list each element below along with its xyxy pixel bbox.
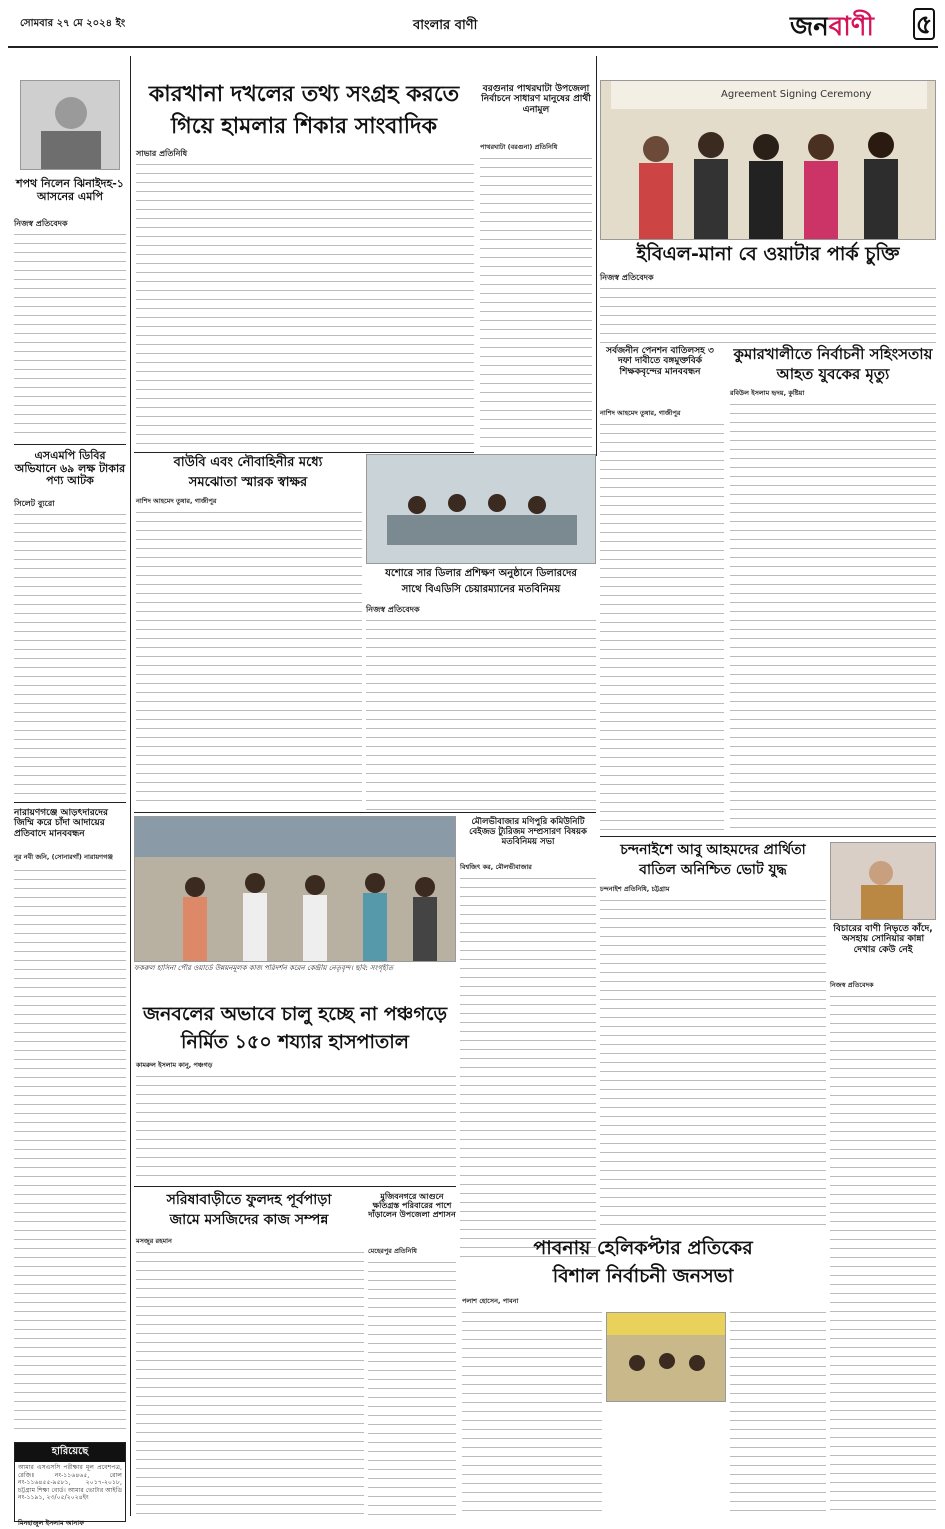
jessore-meeting-photo <box>366 454 596 564</box>
divider <box>134 452 474 453</box>
lost-signature: মিনহাজুল ইসলাম আনাফ <box>18 1519 84 1527</box>
bauvi-byline: নাশিদ আহমেদ তুষার, গাজীপুর <box>136 497 217 505</box>
drive-headline: এসএমপি ডিবির অভিযানে ৬৯ লক্ষ টাকার পণ্য আটক <box>14 449 126 488</box>
bauvi-headline-1: বাউবি এবং নৌবাহিনীর মধ্যে <box>173 455 323 470</box>
journalist-byline: সাভার প্রতিনিধি <box>136 149 188 158</box>
kushtia-byline: রবিউল ইসলাম হৃদয়, কুষ্টিয়া <box>730 389 805 397</box>
moulvibazar-body <box>460 874 596 1260</box>
section-title: বাংলার বাণী <box>413 18 478 33</box>
mosque-body <box>136 1248 364 1516</box>
journalist-body <box>136 160 474 450</box>
divider <box>14 444 126 445</box>
sonia-byline: নিজস্ব প্রতিবেদক <box>830 981 874 989</box>
drive-body <box>14 510 126 800</box>
moulvibazar-headline: মৌলভীবাজার মণিপুরি কমিউনিটি বেইজড ট্যুরিজম সম্প্রসারণ বিষয়ক মতবিনিময় সভা <box>469 817 587 847</box>
newspaper-logo <box>790 6 874 46</box>
jessore-byline: নিজস্ব প্রতিবেদক <box>366 605 420 614</box>
sonia-body <box>830 992 936 1516</box>
pabna-byline: পলাশ হোসেন, পাবনা <box>462 1297 519 1305</box>
hospital-byline: কামরুল ইসলাম কানু, পঞ্চগড় <box>136 1061 213 1069</box>
chandanaish-headline-1: চন্দনাইশে আবু আহমদের প্রার্থিতা <box>620 842 806 858</box>
chandanaish-body <box>600 896 826 1232</box>
bauvi-headline-2: সমঝোতা স্মারক স্বাক্ষর <box>188 475 308 490</box>
bauvi-body <box>136 508 362 808</box>
pabna-body-right <box>730 1308 826 1516</box>
mujibnagar-body <box>368 1258 456 1516</box>
moulvibazar-byline: বিশ্বজিৎ কর, মৌলভীবাজার <box>460 863 532 871</box>
rally-photo <box>134 816 456 962</box>
barguna-body <box>480 154 592 450</box>
mujibnagar-headline: মুজিবনগরে আগুনে ক্ষতিগ্রস্ত পরিবারের পাশে দাঁড়ালেন উপজেলা প্রশাসন <box>368 1192 456 1220</box>
pension-byline: নাশিদ আহমেদ তুষার, গাজীপুর <box>600 409 681 417</box>
oath-body <box>14 230 126 440</box>
sonia-headline: বিচারের বাণী নিভৃতে কাঁদে, অসহায় সোনিয়ার কান্না দেখার কেউ নেই <box>833 924 933 955</box>
lost-headline: হারিয়েছে <box>15 1443 125 1462</box>
jessore-headline-2: সাথে বিএডিসি চেয়ারম্যানের মতবিনিময় <box>401 584 561 595</box>
drive-byline: সিলেট ব্যুরো <box>14 499 55 508</box>
journalist-headline-1: কারখানা দখলের তথ্য সংগ্রহ করতে <box>148 82 460 107</box>
narayanganj-byline: নূর নবী জনি, (সোনারগাঁ) নারায়ণগঞ্জ <box>14 853 113 861</box>
issue-date: সোমবার ২৭ মে ২০২৪ ইং <box>20 18 126 29</box>
pabna-headline-1: পাবনায় হেলিকপ্টার প্রতিকের <box>533 1237 753 1259</box>
narayanganj-headline: নারায়ণগঞ্জে আড়ৎদারদের জিম্মি করে চাঁদা আদায়ের প্রতিবাদে মানববন্ধন <box>14 808 108 839</box>
pabna-headline-2: বিশাল নির্বাচনী জনসভা <box>552 1265 734 1287</box>
mosque-byline: মসজুর রহমান <box>136 1237 172 1245</box>
page-number: ৫ <box>913 8 935 40</box>
kushtia-headline-2: আহত যুবকের মৃত্যু <box>776 365 890 383</box>
hospital-headline-1: জনবলের অভাবে চালু হচ্ছে না পঞ্চগড়ে <box>142 1003 448 1025</box>
pabna-body-left <box>462 1308 602 1516</box>
sonia-photo <box>830 842 936 920</box>
masthead-rule <box>8 46 938 48</box>
jessore-body <box>366 616 596 810</box>
logo-text-bani: বাণী <box>828 12 874 42</box>
ebl-signing-photo <box>600 80 936 240</box>
divider <box>134 812 596 813</box>
chandanaish-byline: চন্দনাইশ প্রতিনিধি, চট্টগ্রাম <box>600 885 670 893</box>
hospital-headline-2: নির্মিত ১৫০ শয্যার হাসপাতাল <box>181 1031 409 1053</box>
column-rule <box>596 56 597 456</box>
mujibnagar-byline: মেহেরপুর প্রতিনিধি <box>368 1247 417 1255</box>
jessore-headline-1: যশোরে সার ডিলার প্রশিক্ষণ অনুষ্ঠানে ডিলারদের <box>385 568 577 579</box>
rally-photo-caption: ফকরুল হাসিনা পৌর ওয়ার্ডে উন্নয়নমূলক কাজ পরিদর্শন করেন কেন্দ্রীয় নেতৃবৃন্দ। ছবি: সংগৃহীত <box>134 964 394 972</box>
mosque-headline-2: জামে মসজিদের কাজ সম্পন্ন <box>169 1212 329 1228</box>
kushtia-headline-1: কুমারখালীতে নির্বাচনী সহিংসতায় <box>733 345 933 363</box>
pabna-rally-photo <box>606 1312 726 1402</box>
logo-text-jon: জন <box>790 12 829 42</box>
chandanaish-headline-2: বাতিল অনিশ্চিত ভোট যুদ্ধ <box>639 862 787 878</box>
lost-body: আমার এসএসসি পরীক্ষার মূল প্রবেশপত্র, রেজিঃ নং-১১৬৪৬৫, রোল নং-১১৬৪৫৫-৯৫৮১, ২০১৭-২০১৮, চট্টগ্রাম শিক্ষা বোর্ড। আমার ভোটার আইডি নং-১১৯১, ২৩/০৫/২০২৪ইং <box>18 1464 122 1501</box>
lost-notice <box>14 1442 126 1527</box>
mp-oath-photo <box>20 80 120 170</box>
kushtia-body <box>730 400 936 830</box>
oath-headline: শপথ নিলেন ঝিনাইদহ-১ আসনের এমপি <box>16 177 124 203</box>
divider <box>134 1186 456 1187</box>
journalist-headline-2: গিয়ে হামলার শিকার সাংবাদিক <box>171 114 437 139</box>
hospital-body <box>136 1072 456 1182</box>
mosque-headline-1: সরিষাবাড়ীতে ফুলদহ পূর্বপাড়া <box>166 1192 332 1208</box>
ebl-headline: ইবিএল-মানা বে ওয়াটার পার্ক চুক্তি <box>636 243 900 265</box>
column-rule <box>130 56 131 1516</box>
divider <box>14 802 126 803</box>
barguna-headline: বরগুনার পাথরঘাটা উপজেলা নির্বাচনে সাধারণ মানুষের প্রার্থী এনামুল <box>481 84 591 115</box>
ebl-body <box>600 284 936 344</box>
ebl-byline: নিজস্ব প্রতিবেদক <box>600 273 654 282</box>
ebl-banner-text: Agreement Signing Ceremony <box>721 89 872 100</box>
pension-headline: সর্বজনীন পেনশন বাতিলসহ ৩ দফা দাবীতে বঙ্গমুক্তবির্ক শিক্ষকবৃন্দের মানববন্ধন <box>606 346 714 377</box>
pension-body <box>600 420 724 830</box>
oath-byline: নিজস্ব প্রতিবেদক <box>14 219 68 228</box>
divider <box>600 836 936 837</box>
masthead <box>8 4 938 56</box>
narayanganj-body <box>14 866 126 1436</box>
barguna-byline: পাথরঘাটা (বরগুনা) প্রতিনিধি <box>480 143 558 151</box>
